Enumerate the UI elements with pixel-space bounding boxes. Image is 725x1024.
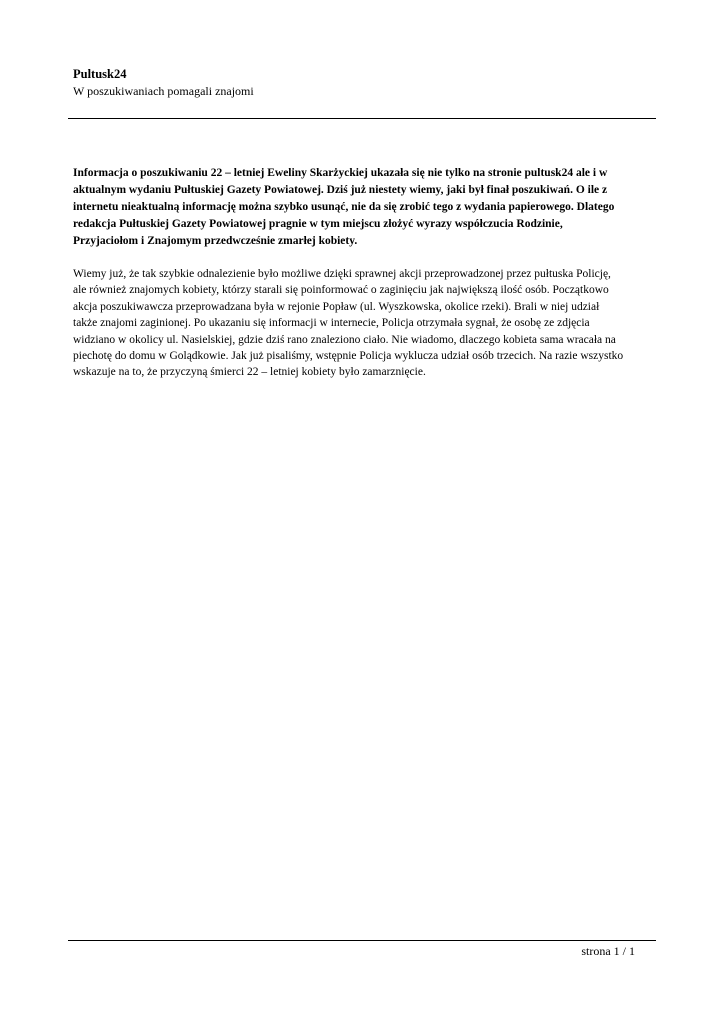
article-lead: Informacja o poszukiwaniu 22 – letniej Eweliny Skarżyckiej ukazała się nie tylko na stronie pultusk24 ale i w aktualnym wydaniu Pułtuskiej Gazety Powiatowej. Dziś już niestety wiemy, jaki był finał poszukiwań. O ile z internetu nieaktualną informację można szybko usunąć, nie da się zrobić tego z wydania papierowego. Dlatego redakcja Pułtuskiej Gazety Powiatowej pragnie w tym miejscu złożyć wyrazy współczucia Rodzinie, Przyjaciołom i Znajomym przedwcześnie zmarłej kobiety.: [73, 167, 615, 247]
article-subtitle: W poszukiwaniach pomagali znajomi: [73, 84, 254, 98]
article-paragraph: Wiemy już, że tak szybkie odnalezienie było możliwe dzięki sprawnej akcji przeprowadzonej przez pułtuska Policję, ale również znajomych kobiety, którzy starali się poinformować o zaginięciu jak największą ilość osób. Początkowo akcja poszukiwawcza przeprowadzana była w rejonie Popław (ul. Wyszkowska, okolice rzeki). Brali w niej udział także znajomi zaginionej. Po ukazaniu się informacji w internecie, Policja otrzymała sygnał, że osobę ze zdjęcia widziano w okolicy ul. Nasielskiej, gdzie dziś rano znaleziono ciało. Nie wiadomo, dlaczego kobieta sama wracała na piechotę do domu w Golądkowie. Jak już pisaliśmy, wstępnie Policja wyklucza udział osób trzecich. Na razie wszystko wskazuje na to, że przyczyną śmierci 22 – letniej kobiety było zamarznięcie.: [73, 268, 624, 379]
article-body: [73, 165, 663, 381]
header-divider: [68, 118, 656, 119]
site-title: Pultusk24: [73, 67, 127, 81]
footer-divider: [68, 940, 656, 941]
page-number: strona 1 / 1: [581, 944, 635, 958]
